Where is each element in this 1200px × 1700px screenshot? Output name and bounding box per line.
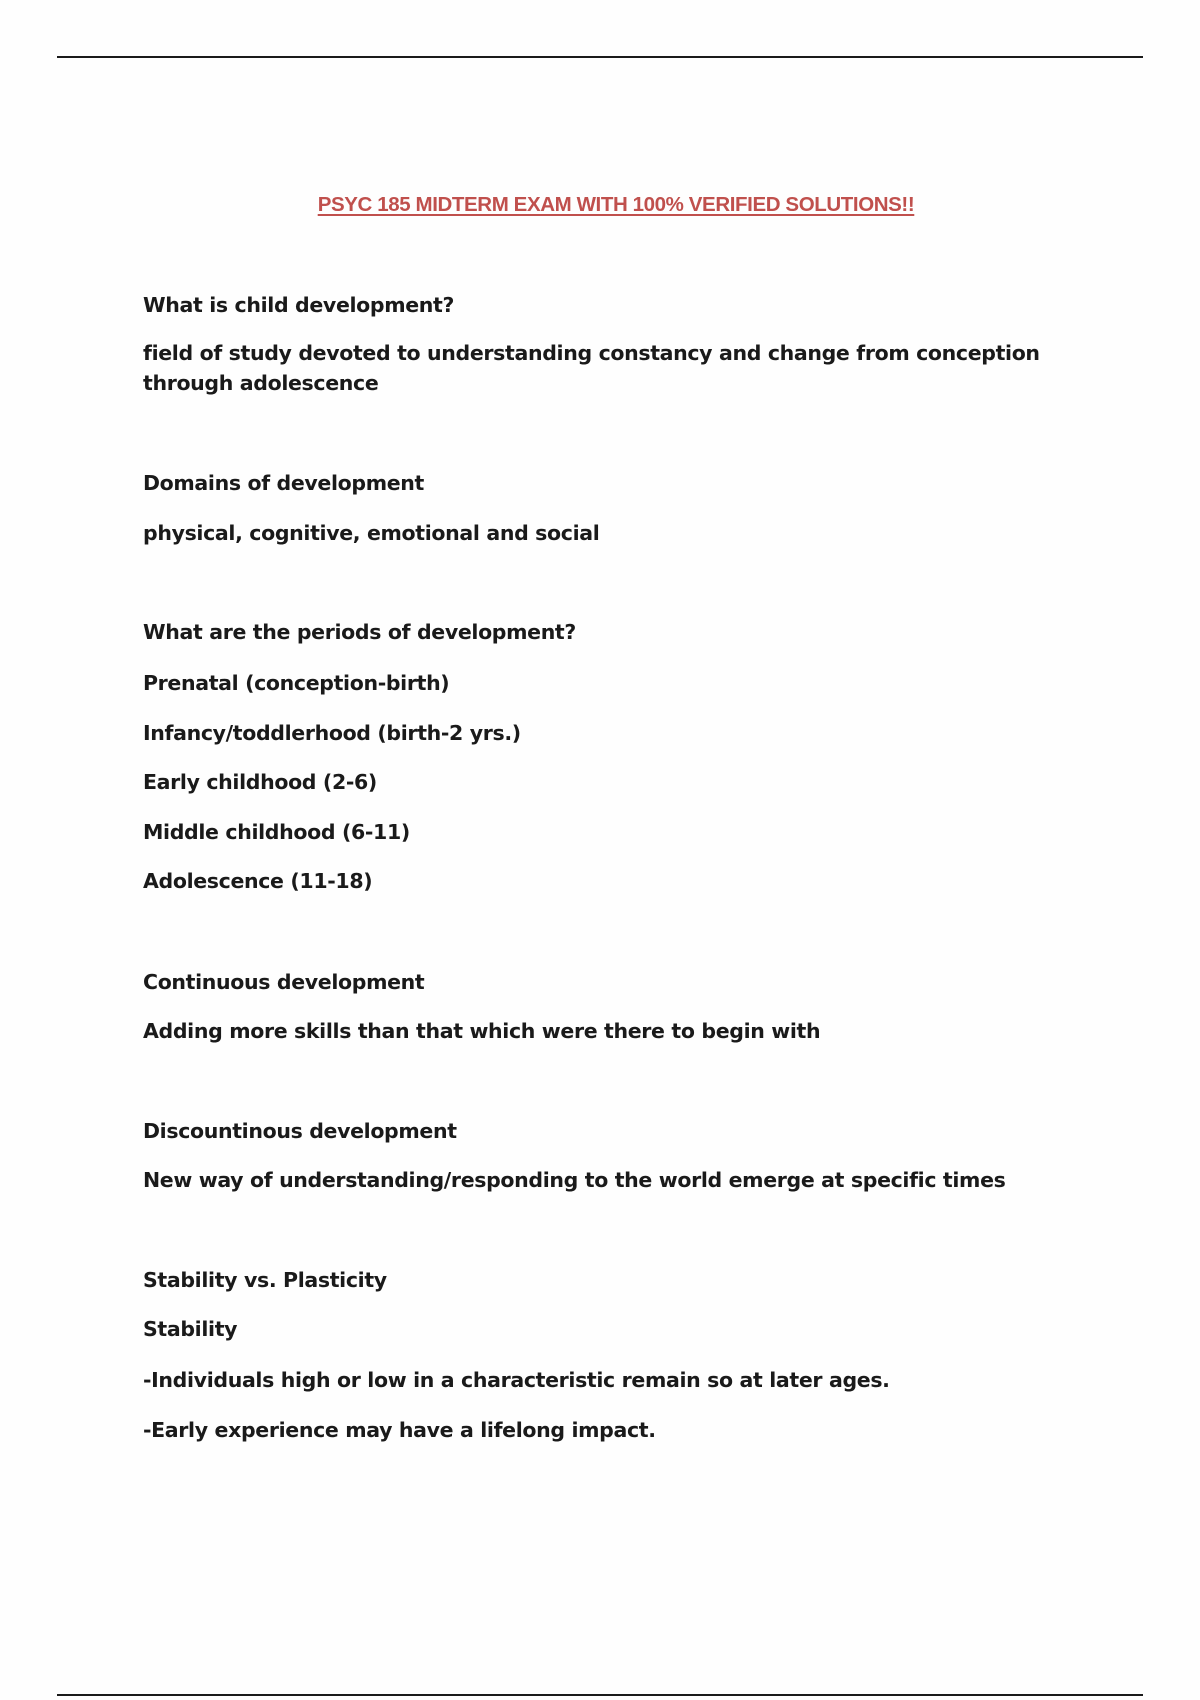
period-adolescence: Adolescence (11-18) xyxy=(143,869,373,893)
answer-continuous: Adding more skills than that which were there to begin with xyxy=(143,1019,821,1043)
question-periods: What are the periods of development? xyxy=(143,620,576,644)
answer-stability-point-1: -Individuals high or low in a characteristic remain so at later ages. xyxy=(143,1368,890,1392)
answer-child-development: field of study devoted to understanding constancy and change from conception through adolescence xyxy=(143,341,1040,395)
question-stability-plasticity: Stability vs. Plasticity xyxy=(143,1268,387,1292)
answer-discontinuous: New way of understanding/responding to the world emerge at specific times xyxy=(143,1168,1006,1192)
answer-stability-point-2: -Early experience may have a lifelong impact. xyxy=(143,1418,656,1442)
period-infancy: Infancy/toddlerhood (birth-2 yrs.) xyxy=(143,721,521,745)
question-continuous: Continuous development xyxy=(143,970,425,994)
top-rule xyxy=(57,56,1143,58)
answer-domains: physical, cognitive, emotional and social xyxy=(143,521,600,545)
question-discontinuous: Discountinous development xyxy=(143,1119,457,1143)
period-prenatal: Prenatal (conception-birth) xyxy=(143,671,450,695)
answer-stability-heading: Stability xyxy=(143,1317,238,1341)
document-title: PSYC 185 MIDTERM EXAM WITH 100% VERIFIED SOLUTIONS!! xyxy=(317,193,915,216)
bottom-rule xyxy=(57,1694,1143,1696)
period-early-childhood: Early childhood (2-6) xyxy=(143,770,377,794)
question-domains: Domains of development xyxy=(143,471,424,495)
question-child-development: What is child development? xyxy=(143,293,455,317)
period-middle-childhood: Middle childhood (6-11) xyxy=(143,820,410,844)
